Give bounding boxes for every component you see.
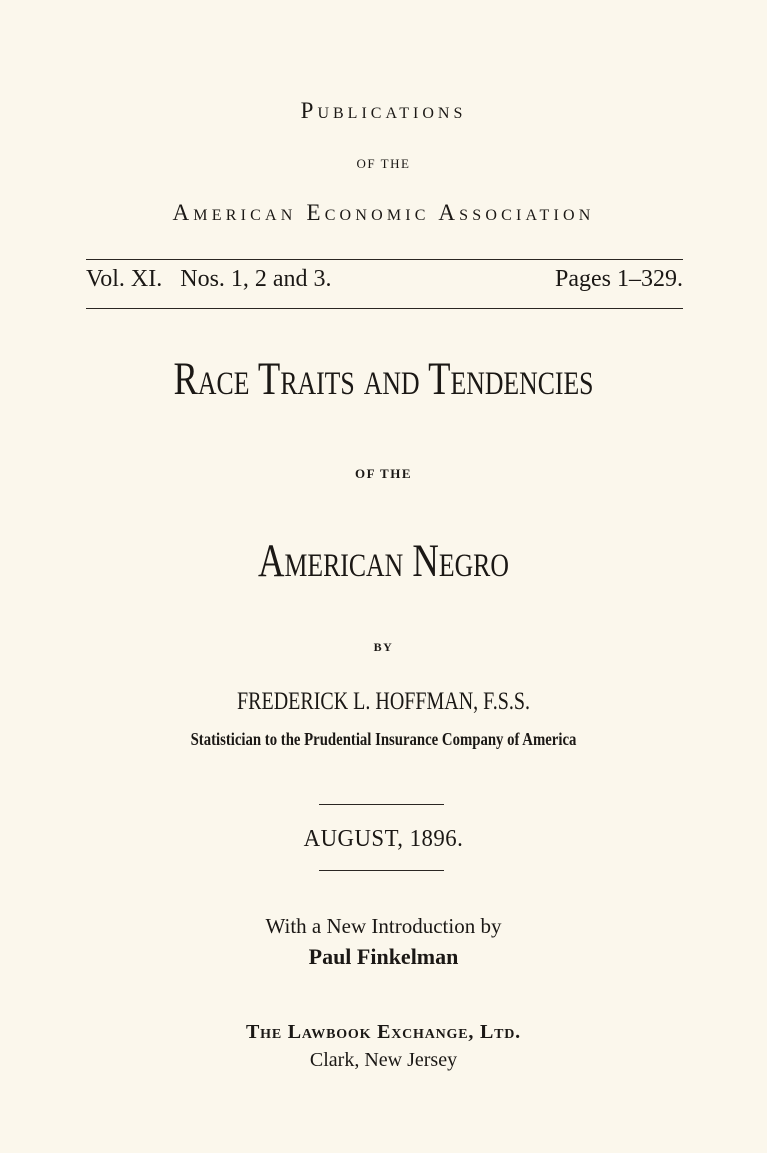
top-rule xyxy=(86,259,683,260)
volume-line xyxy=(86,266,683,293)
pages-label: Pages 1–329. xyxy=(555,266,683,292)
publication-date: AUGUST, 1896. xyxy=(303,826,464,852)
date-rule-top xyxy=(319,804,444,805)
numbers-label: Nos. 1, 2 and 3. xyxy=(180,266,332,292)
series-title: Publications xyxy=(300,98,467,123)
date-rule-bottom xyxy=(319,870,444,871)
introduction-author: Paul Finkelman xyxy=(308,944,459,969)
title-of-the: OF THE xyxy=(354,466,413,481)
association-name: American Economic Association xyxy=(172,200,595,225)
book-subject: American Negro xyxy=(258,535,509,587)
by-label: BY xyxy=(373,640,394,654)
bottom-rule xyxy=(86,308,683,309)
publisher-name: The Lawbook Exchange, Ltd. xyxy=(246,1021,521,1043)
volume-numbers-group xyxy=(86,266,332,293)
publisher-place: Clark, New Jersey xyxy=(309,1049,458,1071)
volume-label: Vol. XI. xyxy=(86,266,163,292)
introduction-line: With a New Introduction by xyxy=(265,914,502,938)
author-role: Statistician to the Prudential Insurance Company of America xyxy=(190,729,577,749)
author-name: FREDERICK L. HOFFMAN, F.S.S. xyxy=(237,688,530,715)
series-of-the: OF THE xyxy=(356,156,411,171)
book-title: Race Traits and Tendencies xyxy=(173,353,594,405)
